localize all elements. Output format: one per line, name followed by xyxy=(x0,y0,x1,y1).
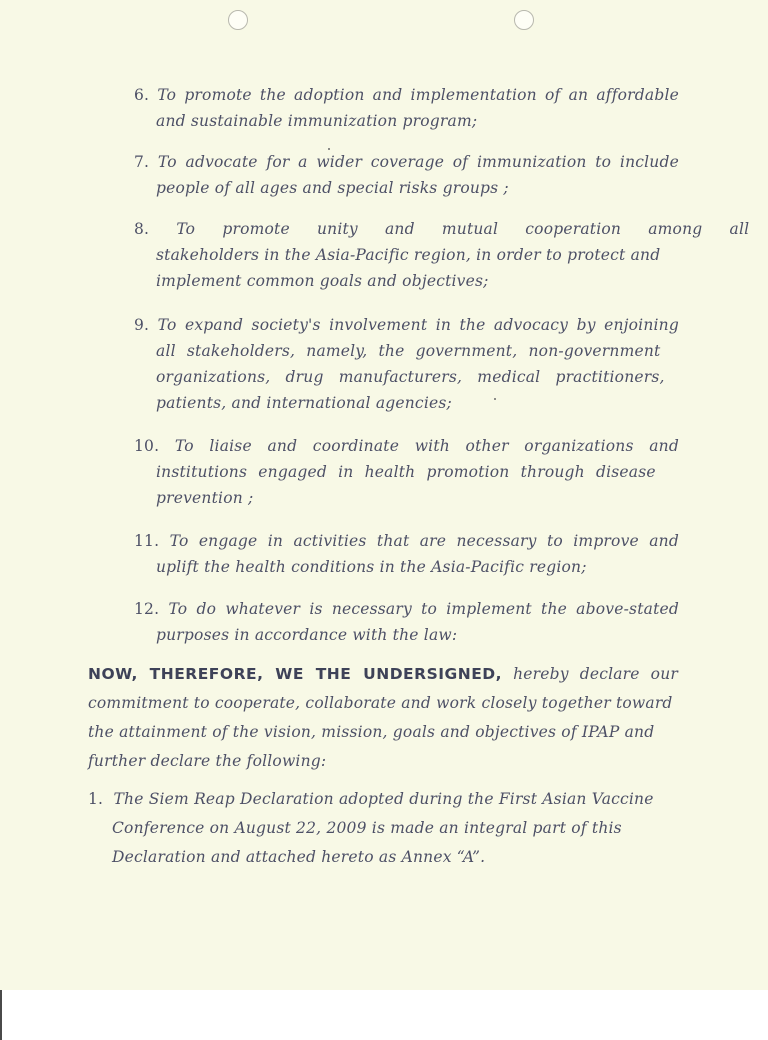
purpose-item-11 xyxy=(134,528,679,580)
paragraph-line: further declare the following: xyxy=(88,752,327,770)
item-line: 7. To advocate for a wider coverage of immunization to include xyxy=(134,153,679,171)
item-number: 1. xyxy=(88,790,104,808)
item-line: patients, and international agencies; xyxy=(156,394,452,412)
declaration-item-1 xyxy=(88,785,680,872)
punch-hole-right xyxy=(514,10,534,30)
scan-edge-line xyxy=(0,990,2,1040)
purpose-item-7 xyxy=(134,149,679,201)
purpose-item-6 xyxy=(134,82,679,134)
purpose-item-9 xyxy=(134,312,679,416)
item-line: and sustainable immunization program; xyxy=(156,112,478,130)
item-number: 10. xyxy=(134,437,160,455)
paragraph-line: NOW, THEREFORE, WE THE UNDERSIGNED, hereby declare our xyxy=(88,665,678,683)
item-line: stakeholders in the Asia-Pacific region, in order to protect and xyxy=(156,246,661,264)
item-line: institutions engaged in health promotion through disease xyxy=(156,463,656,481)
purpose-item-12 xyxy=(134,596,679,648)
item-line: people of all ages and special risks groups ; xyxy=(156,179,509,197)
item-line: implement common goals and objectives; xyxy=(156,272,489,290)
item-line: 9. To expand society's involvement in the advocacy by enjoining xyxy=(134,316,679,334)
item-number: 8. xyxy=(134,220,150,238)
item-line: organizations, drug manufacturers, medical practitioners, xyxy=(156,368,665,386)
purpose-item-8 xyxy=(134,216,750,294)
item-line: all stakeholders, namely, the government, non-government xyxy=(156,342,661,360)
item-number: 12. xyxy=(134,600,160,618)
item-number: 6. xyxy=(134,86,150,104)
declaration-line: 1. The Siem Reap Declaration adopted during the First Asian Vaccine xyxy=(88,790,654,808)
scan-bottom-margin xyxy=(0,990,768,1040)
item-number: 9. xyxy=(134,316,150,334)
purpose-item-10 xyxy=(134,433,679,511)
item-line: purposes in accordance with the law: xyxy=(156,626,458,644)
item-line: uplift the health conditions in the Asia-Pacific region; xyxy=(156,558,587,576)
paragraph-line: commitment to cooperate, collaborate and work closely together toward xyxy=(88,694,673,712)
item-line: 6. To promote the adoption and implementation of an affordable xyxy=(134,86,679,104)
declaration-line: Declaration and attached hereto as Annex “A”. xyxy=(112,848,486,866)
item-line: 12. To do whatever is necessary to implement the above-stated xyxy=(134,600,679,618)
resolution-paragraph xyxy=(88,660,678,776)
punch-hole-left xyxy=(228,10,248,30)
item-number: 11. xyxy=(134,532,160,550)
item-line: 11. To engage in activities that are necessary to improve and xyxy=(134,532,679,550)
item-line: 8. To promote unity and mutual cooperation among all xyxy=(134,220,750,238)
item-line: prevention ; xyxy=(156,489,254,507)
paragraph-line: the attainment of the vision, mission, goals and objectives of IPAP and xyxy=(88,723,655,741)
item-number: 7. xyxy=(134,153,150,171)
resolution-lead: NOW, THEREFORE, WE THE UNDERSIGNED, xyxy=(88,665,503,683)
item-line: 10. To liaise and coordinate with other organizations and xyxy=(134,437,679,455)
declaration-line: Conference on August 22, 2009 is made an integral part of this xyxy=(112,819,622,837)
